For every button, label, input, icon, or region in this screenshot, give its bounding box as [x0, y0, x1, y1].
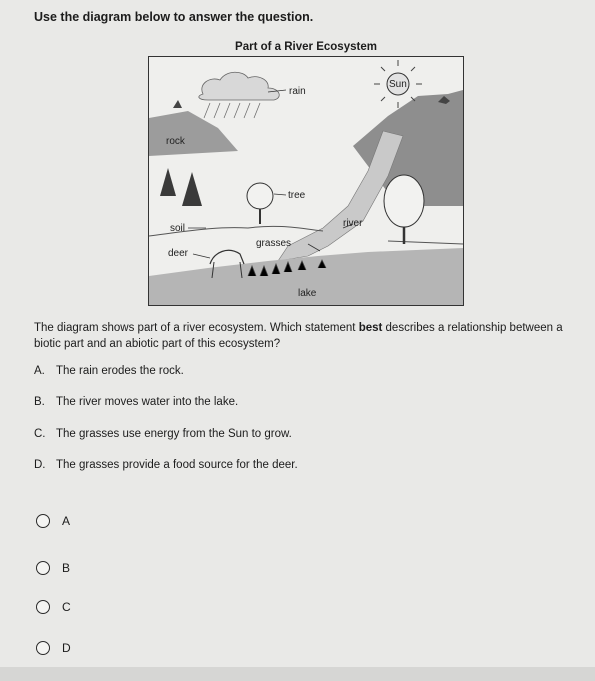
choice-a	[34, 365, 184, 377]
choice-c	[34, 428, 292, 440]
choice-letter: D.	[34, 459, 46, 471]
answer-option-a[interactable]	[36, 514, 70, 528]
label-soil: soil	[170, 223, 186, 234]
answer-option-label: C	[62, 600, 71, 614]
radio-button-b[interactable]	[36, 561, 50, 575]
label-river: river	[343, 218, 363, 229]
choice-text: The rain erodes the rock.	[56, 365, 184, 377]
label-rain: rain	[289, 86, 306, 97]
choice-d	[34, 459, 298, 471]
answer-option-label: A	[62, 514, 71, 528]
answer-option-d[interactable]	[36, 641, 71, 655]
instruction-text: Use the diagram below to answer the question.	[34, 10, 314, 24]
radio-button-d[interactable]	[36, 641, 50, 655]
label-lake: lake	[298, 288, 317, 299]
choice-text: The river moves water into the lake.	[56, 396, 239, 408]
choice-letter: A.	[34, 365, 45, 377]
choice-letter: B.	[34, 396, 45, 408]
radio-button-a[interactable]	[36, 514, 50, 528]
answer-option-b[interactable]	[36, 561, 70, 575]
answer-option-label: B	[62, 561, 71, 575]
answer-option-label: D	[62, 641, 71, 655]
question-part2: describes a relationship between a biotic part and an abiotic part of this ecosystem?	[34, 322, 563, 350]
diagram-title: Part of a River Ecosystem	[235, 41, 377, 53]
radio-button-c[interactable]	[36, 600, 50, 614]
ecosystem-illustration	[148, 56, 464, 306]
answer-option-c[interactable]	[36, 600, 71, 614]
label-grasses: grasses	[256, 238, 292, 249]
river-ecosystem-diagram	[148, 56, 464, 306]
label-tree: tree	[288, 190, 306, 201]
question-part1: The diagram shows part of a river ecosystem. Which statement	[34, 322, 359, 334]
question-emphasis: best	[358, 322, 383, 334]
label-sun: Sun	[389, 79, 407, 90]
choice-b	[34, 396, 238, 408]
choice-text: The grasses use energy from the Sun to grow.	[56, 428, 292, 440]
question-text	[34, 320, 579, 352]
choice-text: The grasses provide a food source for the deer.	[56, 459, 298, 471]
choice-letter: C.	[34, 428, 46, 440]
bottom-edge	[0, 667, 595, 681]
label-rock: rock	[166, 136, 185, 147]
label-deer: deer	[168, 248, 189, 259]
